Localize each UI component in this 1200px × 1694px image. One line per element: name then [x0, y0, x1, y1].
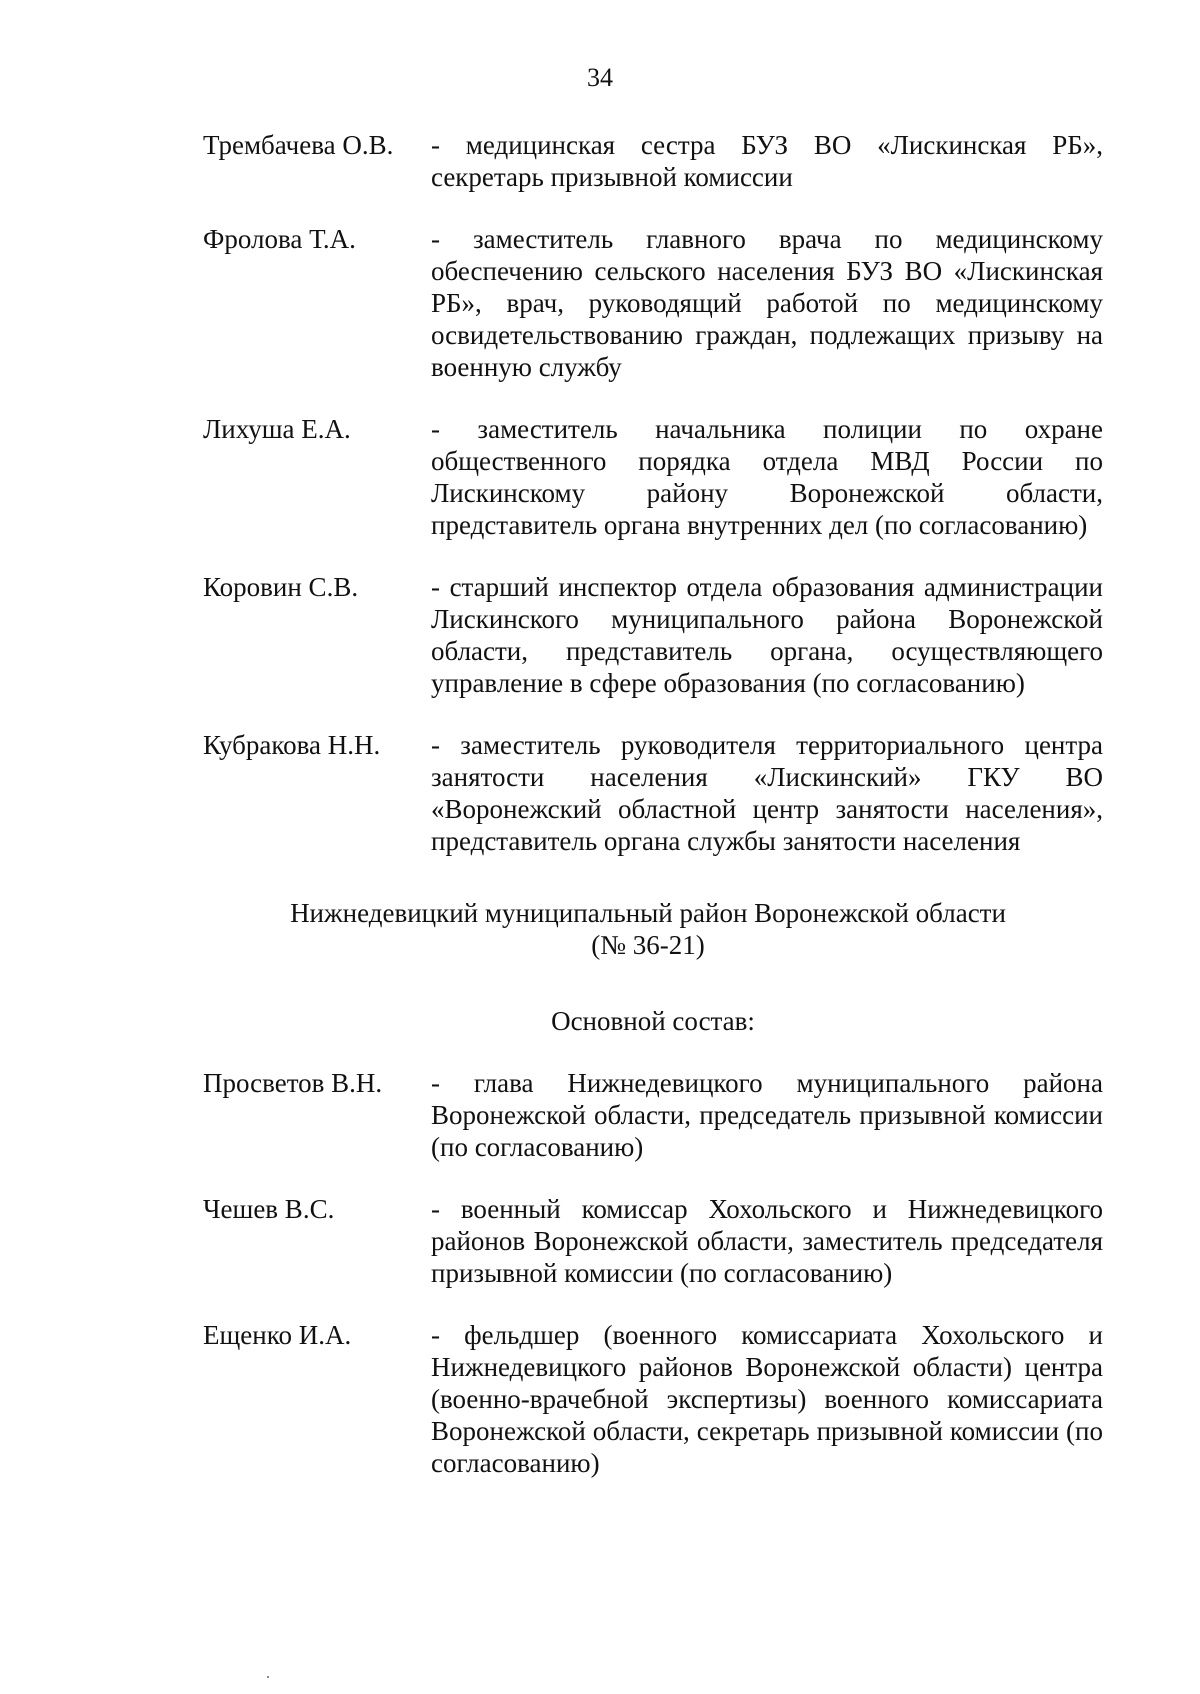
member-description: - заместитель начальника полиции по охране общественного порядка отдела МВД России по Лискинскому району Воронежской области, представитель органа внутренних дел (по согласованию)	[431, 414, 1103, 540]
member-description: - заместитель руководителя территориального центра занятости населения «Лискинский» ГКУ ВО «Воронежский областной центр занятости населения», представитель органа службы занятости населения	[431, 730, 1103, 856]
member-description: - глава Нижнедевицкого муниципального района Воронежской области, председатель призывной комиссии (по согласованию)	[431, 1068, 1103, 1162]
member-description: - медицинская сестра БУЗ ВО «Лискинская РБ», секретарь призывной комиссии	[431, 130, 1103, 192]
member-name: Чешев В.С.	[203, 1194, 335, 1224]
member-name: Просветов В.Н.	[203, 1068, 383, 1098]
document-body	[203, 129, 1103, 1509]
member-name: Лихуша Е.А.	[203, 414, 351, 444]
member-description: - заместитель главного врача по медицинскому обеспечению сельского населения БУЗ ВО «Лискинская РБ», врач, руководящий работой по медицинскому освидетельствованию граждан, подлежащих призыву на военную службу	[431, 224, 1103, 382]
member-name: Ещенко И.А.	[203, 1320, 352, 1350]
district-heading-line2: (№ 36-21)	[591, 930, 705, 960]
member-name: Кубракова Н.Н.	[203, 730, 381, 760]
member-name: Фролова Т.А.	[203, 224, 356, 254]
member-name: Трембачева О.В.	[203, 130, 394, 160]
district-heading-line1: Нижнедевицкий муниципальный район Воронежской области	[290, 898, 1006, 928]
member-entry	[203, 129, 1103, 193]
member-description: - старший инспектор отдела образования администрации Лискинского муниципального района Воронежской области, представитель органа, осуществляющего управление в сфере образования (по согласованию)	[431, 572, 1103, 698]
composition-subtitle: Основной состав:	[551, 1006, 755, 1036]
member-description: - фельдшер (военного комиссариата Хохольского и Нижнедевицкого районов Воронежской области) центра (военно-врачебной экспертизы) военного комиссариата Воронежской области, секретарь призывной комиссии (по согласованию)	[431, 1320, 1103, 1478]
member-entry	[203, 1319, 1103, 1479]
member-name: Коровин С.В.	[203, 572, 359, 602]
member-entry	[203, 1193, 1103, 1289]
member-entry	[203, 1067, 1103, 1163]
page-number: 34	[587, 63, 613, 92]
member-entry	[203, 223, 1103, 383]
member-entry	[203, 729, 1103, 857]
member-entry	[203, 571, 1103, 699]
member-entry	[203, 413, 1103, 541]
district-heading	[193, 897, 1103, 961]
scan-speck	[267, 1676, 269, 1678]
member-description: - военный комиссар Хохольского и Нижнедевицкого районов Воронежской области, заместитель председателя призывной комиссии (по согласованию)	[431, 1194, 1103, 1288]
